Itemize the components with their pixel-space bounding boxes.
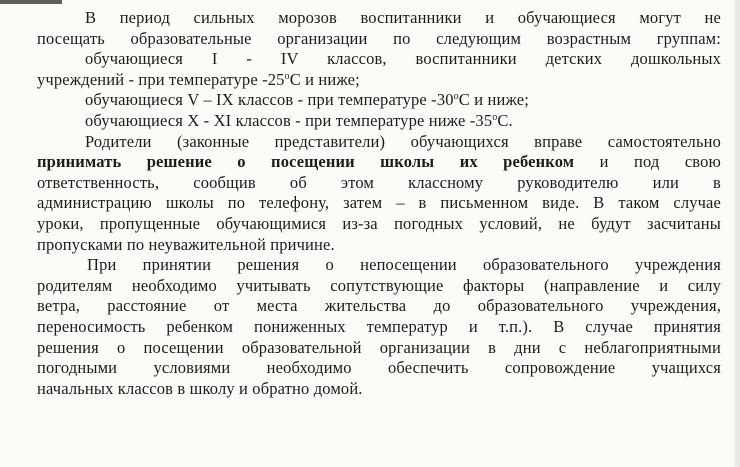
temp-text-3: обучающиеся X - XI классов - при температуре ниже -35 — [85, 110, 493, 130]
paragraph-2-line-1: Родители (законные представители) обучающихся вправе самостоятельно — [85, 131, 721, 151]
paragraph-3-line-6: погодными условиями необходимо обеспечить сопровождение учащихся — [37, 358, 721, 378]
temp-unit-3: С. — [497, 110, 513, 130]
paragraph-2-line-2-rest: и под свою — [574, 152, 721, 172]
temp-text-1: учреждений - при температуре -25 — [37, 69, 285, 89]
paragraph-1-line-3: обучающиеся I - IV классов, воспитанники детских дошкольных — [85, 49, 721, 69]
paragraph-1-line-2: посещать образовательные организации по следующим возрастным группам: — [37, 28, 721, 48]
bold-phrase: принимать решение о посещении школы их ребенком — [37, 152, 575, 172]
paragraph-3-line-1: При принятии решения о непосещении образовательного учреждения — [87, 255, 721, 275]
paragraph-2-line-3: ответственность, сообщив об этом классному руководителю или в — [37, 172, 721, 192]
paragraph-2-line-4: администрацию школы по телефону, затем – в письменном виде. В таком случае — [37, 193, 721, 213]
paragraph-3-line-5: решения о посещении образовательной организации в дни с неблагоприятными — [37, 337, 721, 357]
cropped-text-fragment — [0, 0, 62, 4]
temp-text-2: обучающиеся V – IX классов - при температуре -30 — [85, 90, 454, 110]
paragraph-1-line-4 — [37, 70, 721, 91]
temp-unit-2: С и ниже; — [458, 90, 529, 110]
paragraph-3-line-3: ветра, расстояние от места жительства до образовательного учреждения, — [37, 296, 721, 316]
page-edge-shadow — [734, 0, 740, 467]
temp-unit-1: С и ниже; — [289, 69, 360, 89]
paragraph-2-line-6: пропусками по неуважительной причине. — [37, 234, 335, 254]
paragraph-3-line-7: начальных классов в школу и обратно домой. — [37, 378, 363, 398]
degree-sign-3: о — [492, 111, 498, 123]
paragraph-2-line-2 — [37, 152, 721, 173]
paragraph-1-line-5 — [37, 90, 721, 111]
degree-sign-2: о — [453, 91, 459, 103]
degree-sign-1: о — [284, 70, 290, 82]
paragraph-3-line-4: переносимость ребенком пониженных температур и т.п.). В случае принятия — [37, 316, 721, 336]
paragraph-3-line-2: родителям необходимо учитывать сопутствующие факторы (направление и силу — [37, 275, 721, 295]
paragraph-1-line-1: В период сильных морозов воспитанники и обучающиеся могут не — [85, 8, 721, 27]
paragraph-1-line-6 — [37, 111, 721, 132]
paragraph-2-line-5: уроки, пропущенные обучающимися из-за погодных условий, не будут засчитаны — [37, 213, 721, 233]
document-body — [37, 8, 721, 399]
